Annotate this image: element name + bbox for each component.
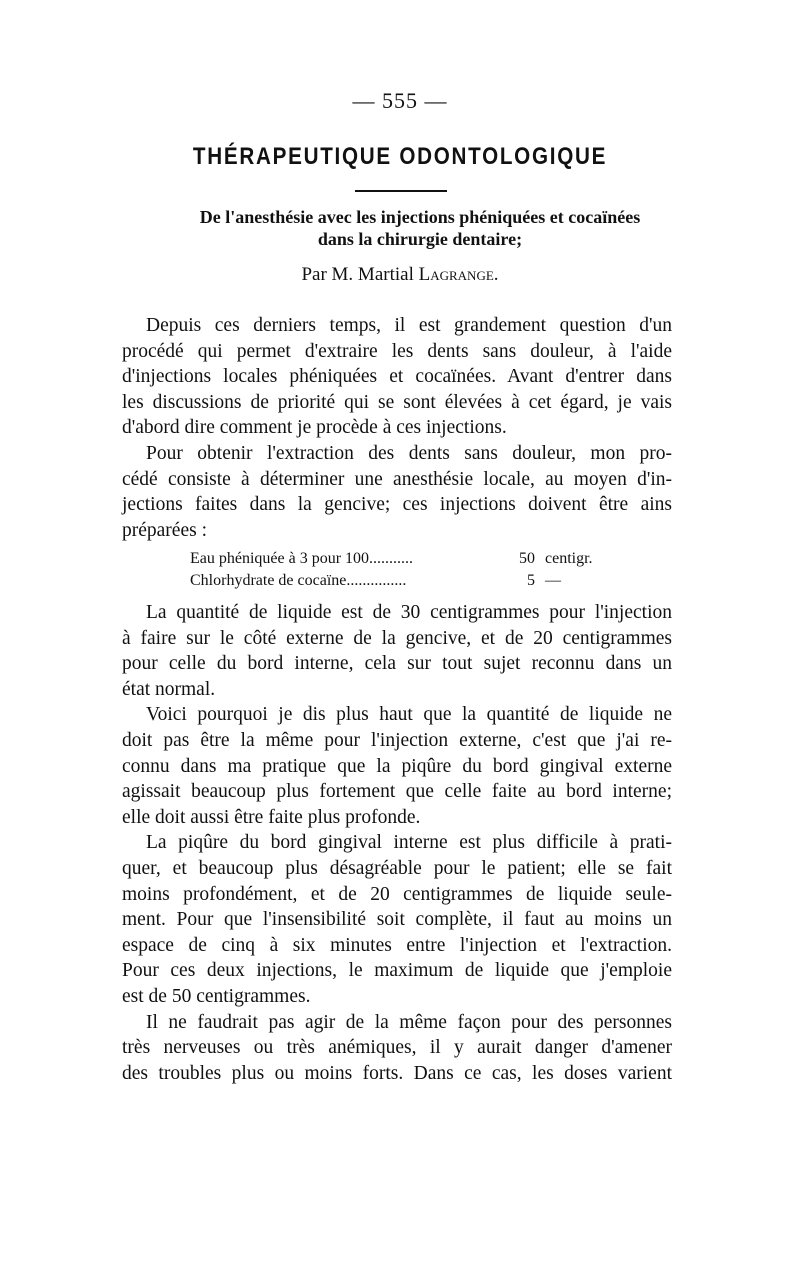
text-line: connu dans ma pratique que la piqûre du bord gingival externe (122, 755, 672, 777)
text-line: est de 50 centigrammes. (122, 985, 311, 1007)
text-line: quer, et beaucoup plus désagréable pour le patient; elle se fait (122, 857, 672, 879)
text-line: moins profondément, et de 20 centigrammes de liquide seule- (122, 883, 672, 905)
text-line: état normal. (122, 678, 216, 700)
text-line: cédé consiste à déterminer une anesthésie locale, au moyen d'in- (122, 468, 672, 490)
text-line: pour celle du bord interne, cela sur tout sujet reconnu dans un (122, 653, 672, 675)
text-line: d'abord dire comment je procède à ces injections. (122, 417, 507, 439)
recipe-qty: 5 (527, 572, 535, 589)
text-line: La quantité de liquide est de 30 centigrammes pour l'injection (146, 602, 672, 623)
text-line: Pour ces deux injections, le maximum de liquide que j'emploie (122, 960, 672, 982)
text-line: Il ne faudrait pas agir de la même façon pour des personnes (146, 1011, 672, 1033)
recipe-table (190, 548, 630, 592)
text-line: Pour obtenir l'extraction des dents sans douleur, mon pro- (146, 442, 672, 464)
body-paragraphs-top (122, 313, 672, 543)
section-title: THÉRAPEUTIQUE ODONTOLOGIQUE (192, 143, 608, 170)
page-number: — 555 — (352, 88, 448, 113)
recipe-unit: centigr. (545, 550, 593, 567)
text-line: des troubles plus ou moins forts. Dans ce cas, les doses varient (122, 1062, 672, 1084)
author-name: Lagrange. (418, 264, 499, 285)
text-line: les discussions de priorité qui se sont élevées à cet égard, je vais (122, 391, 672, 413)
recipe-name: Eau phéniquée à 3 pour 100........... (190, 550, 414, 567)
title-divider (355, 190, 447, 192)
recipe-row (190, 548, 630, 570)
text-line: elle doit aussi être faite plus profonde. (122, 806, 421, 828)
text-line: à faire sur le côté externe de la gencive, et de 20 centigrammes (122, 627, 672, 649)
recipe-unit: — (545, 572, 561, 589)
recipe-name: Chlorhydrate de cocaïne............... (190, 572, 407, 589)
text-line: très nerveuses ou très anémiques, il y aurait danger d'amener (122, 1037, 672, 1059)
article-title-line: De l'anesthésie avec les injections phéniquées et cocaïnées (199, 207, 641, 227)
text-line: espace de cinq à six minutes entre l'injection et l'extraction. (122, 934, 672, 956)
recipe-row (190, 570, 630, 592)
text-line: agissait beaucoup plus fortement que celle faite au bord interne; (122, 781, 672, 803)
article-title-line: dans la chirurgie dentaire; (317, 229, 523, 249)
recipe-qty: 50 (519, 550, 535, 567)
body-paragraphs-main (122, 600, 672, 1086)
author-byline (0, 264, 800, 286)
text-line: préparées : (122, 519, 207, 541)
text-line: jections faites dans la gencive; ces injections doivent être ains (122, 494, 672, 516)
text-line: ment. Pour que l'insensibilité soit complète, il faut au moins un (122, 909, 672, 931)
author-prefix: Par M. Martial (301, 264, 419, 285)
text-line: Depuis ces derniers temps, il est grandement question d'un (146, 315, 672, 336)
text-line: doit pas être la même pour l'injection externe, c'est que j'ai re- (122, 729, 672, 751)
article-title (140, 206, 700, 250)
text-line: La piqûre du bord gingival interne est plus difficile à prati- (146, 832, 672, 854)
text-line: Voici pourquoi je dis plus haut que la quantité de liquide ne (146, 704, 672, 726)
text-line: procédé qui permet d'extraire les dents sans douleur, à l'aide (122, 340, 672, 362)
text-line: d'injections locales phéniquées et cocaïnées. Avant d'entrer dans (122, 366, 672, 388)
